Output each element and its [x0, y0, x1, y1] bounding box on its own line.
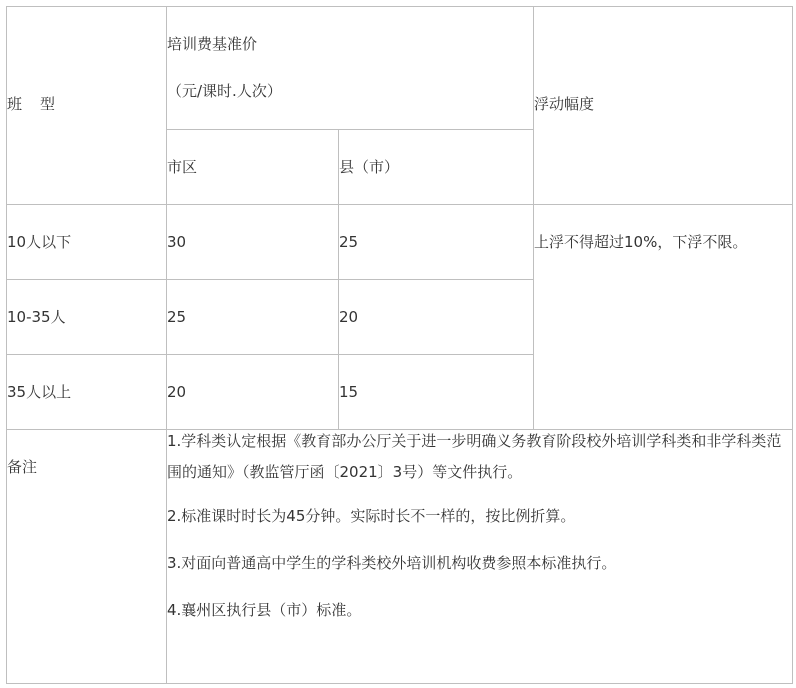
class-size-cell: 10人以下 [7, 205, 167, 280]
training-fee-table [6, 6, 793, 684]
table-row [7, 205, 793, 280]
float-range-value-cell [534, 205, 793, 430]
base-price-unit: （元/课时.人次） [167, 82, 282, 100]
float-range-value: 上浮不得超过10%，下浮不限。 [534, 233, 748, 251]
county-header: 县（市） [339, 158, 400, 176]
county-price-cell: 15 [339, 355, 534, 430]
class-type-header: 班 型 [7, 95, 56, 113]
note-item: 4.襄州区执行县（市）标准。 [167, 601, 362, 619]
urban-header-cell [167, 130, 339, 205]
base-price-title: 培训费基准价 [167, 35, 258, 53]
fee-table-wrapper [6, 6, 793, 684]
class-size-cell: 10-35人 [7, 280, 167, 355]
base-price-header-cell [167, 7, 534, 130]
notes-label-cell [7, 430, 167, 684]
county-price-cell: 20 [339, 280, 534, 355]
notes-row [7, 430, 793, 684]
header-row-1 [7, 7, 793, 130]
class-size-cell: 35人以上 [7, 355, 167, 430]
float-range-header: 浮动幅度 [534, 95, 595, 113]
class-type-header-cell [7, 7, 167, 205]
notes-label: 备注 [7, 458, 38, 476]
urban-header: 市区 [167, 158, 198, 176]
county-price-cell: 25 [339, 205, 534, 280]
county-header-cell [339, 130, 534, 205]
float-range-header-cell [534, 7, 793, 205]
notes-body-cell [167, 430, 793, 684]
urban-price-cell: 25 [167, 280, 339, 355]
note-item: 3.对面向普通高中学生的学科类校外培训机构收费参照本标准执行。 [167, 554, 617, 572]
urban-price-cell: 30 [167, 205, 339, 280]
note-item: 1.学科类认定根据《教育部办公厅关于进一步明确义务教育阶段校外培训学科类和非学科类范围的通知》（教监管厅函〔2021〕3号）等文件执行。 [167, 432, 782, 481]
urban-price-cell: 20 [167, 355, 339, 430]
note-item: 2.标准课时时长为45分钟。实际时长不一样的，按比例折算。 [167, 507, 576, 525]
